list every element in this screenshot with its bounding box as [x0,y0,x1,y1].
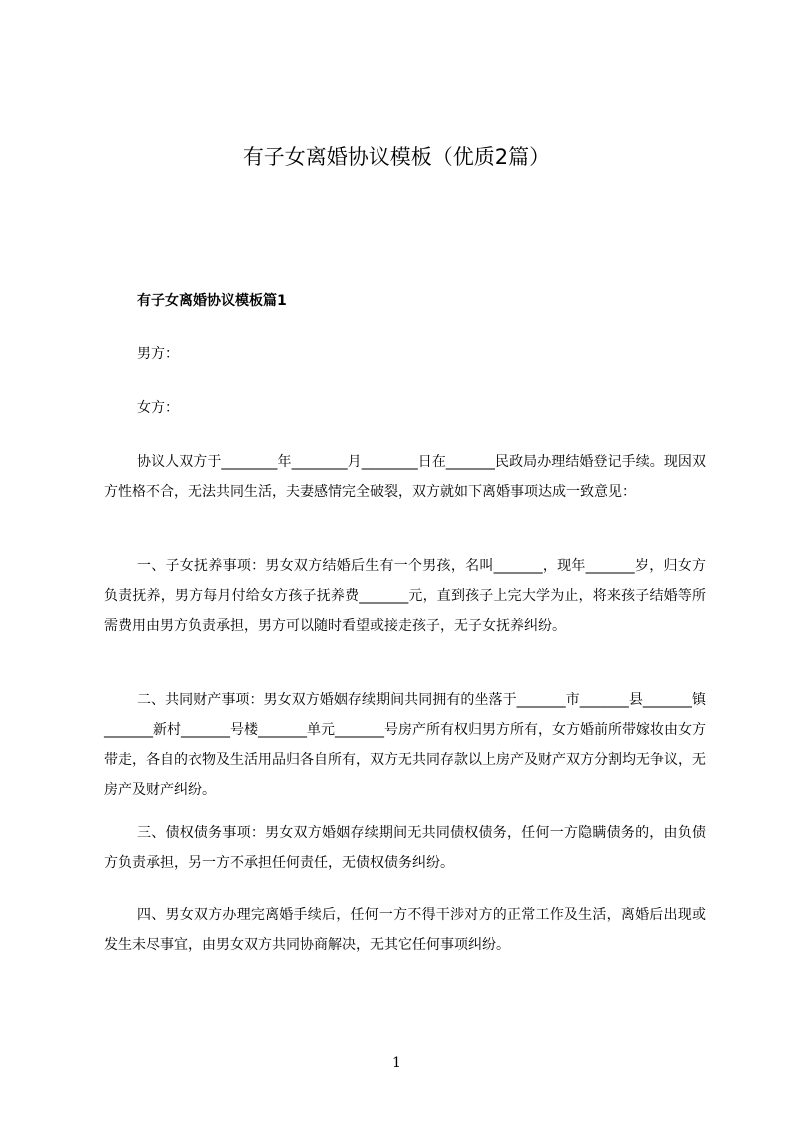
paragraph-post-divorce: 四、男女双方办理完离婚手续后，任何一方不得干涉对方的正常工作及生活，离婚后出现或发生未尽事宜，由男女双方共同协商解决，无其它任何事项纠纷。 [104,907,706,953]
section-heading: 有子女离婚协议模板篇1 [137,293,287,309]
female-party-label: 女方： [137,400,179,416]
paragraph-debts: 三、债权债务事项：男女双方婚姻存续期间无共同债权债务，任何一方隐瞒债务的，由负债方负责承担，另一方不承担任何责任，无债权债务纠纷。 [104,825,706,871]
page-number: 1 [392,1055,401,1071]
paragraph-property: 二、共同财产事项：男女双方婚姻存续期间共同拥有的坐落于_______市_______县_______镇_______新村_______号楼_______单元_______号房产所有权归男方所有，女方婚前所带嫁妆由女方带走，各自的衣物及生活用品归各自所有，双方无共同存款以上房产及财产双方分割均无争议，无房产及财产纠纷。 [104,692,706,798]
paragraph-child-support: 一、子女抚养事项：男女双方结婚后生有一个男孩，名叫_______，现年_______岁，归女方负责抚养，男方每月付给女方孩子抚养费_______元，直到孩子上完大学为止，将来孩子结婚等所需费用由男方负责承担，男方可以随时看望或接走孩子，无子女抚养纠纷。 [104,558,706,634]
page-title: 有子女离婚协议模板（优质2篇） [242,145,551,169]
male-party-label: 男方： [137,346,179,362]
paragraph-intro: 协议人双方于________年________月________日在_______民政局办理结婚登记手续。现因双方性格不合，无法共同生活，夫妻感情完全破裂，双方就如下离婚事项达成一致意见： [104,454,706,500]
